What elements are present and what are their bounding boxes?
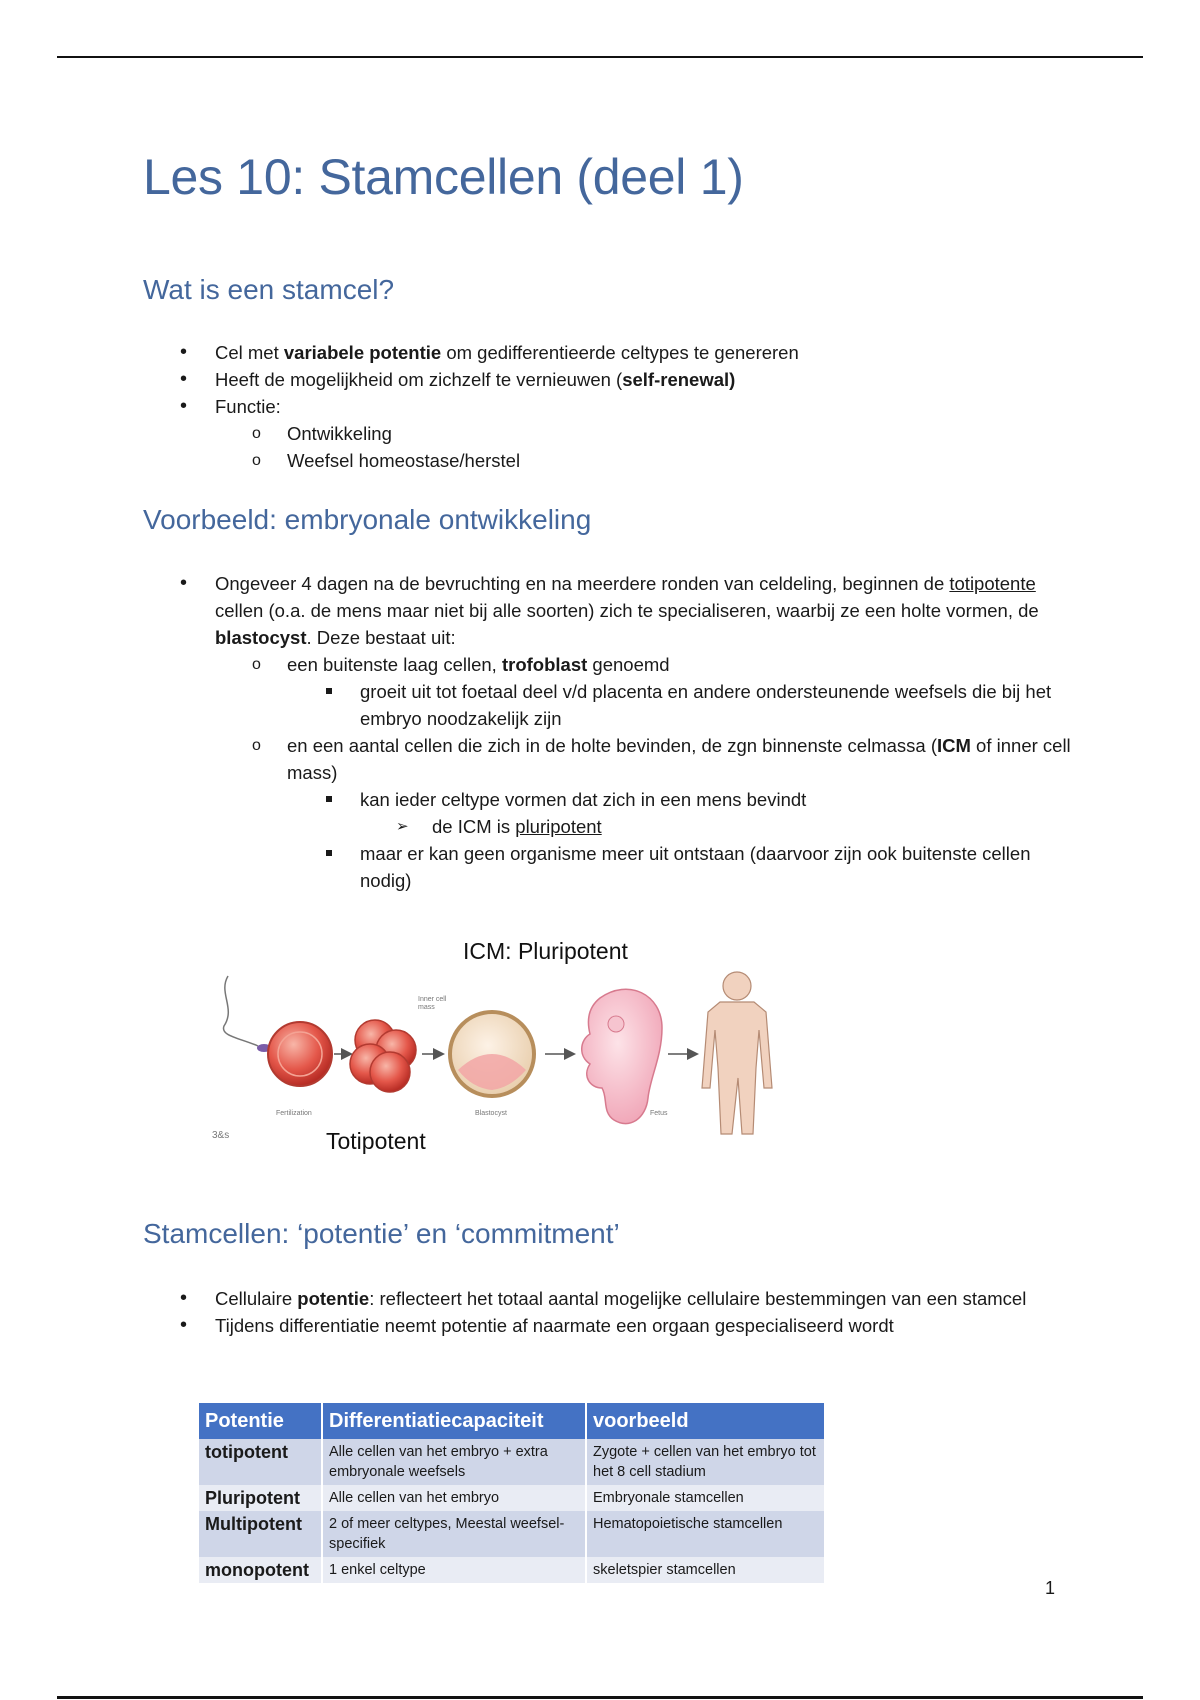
potentie-list <box>180 1285 1080 1339</box>
table-cell: 1 enkel celtype <box>322 1557 586 1583</box>
morula-icon <box>350 1020 416 1092</box>
human-figure-icon <box>702 972 772 1134</box>
table-cell: Multipotent <box>199 1511 322 1557</box>
sub-sub-list-item: groeit uit tot foetaal deel v/d placenta en andere ondersteunende weefsels die bij het embryo noodzakelijk zijn <box>180 678 1080 732</box>
table-cell: Embryonale stamcellen <box>586 1485 825 1511</box>
top-rule <box>57 56 1143 58</box>
list-item: • Cel met variabele potentie om gedifferentieerde celtypes te genereren <box>180 339 1080 366</box>
list-item: • Tijdens differentiatie neemt potentie af naarmate een orgaan gespecialiseerd wordt <box>180 1312 1080 1339</box>
figure-caption-fetus: Fetus <box>650 1110 668 1117</box>
section-heading-embryo: Voorbeeld: embryonale ontwikkeling <box>143 504 592 535</box>
table-cell: skeletspier stamcellen <box>586 1557 825 1583</box>
list-item: • Functie: <box>180 393 1080 420</box>
sperm-icon <box>223 976 258 1046</box>
section-heading-potentie: Stamcellen: ‘potentie’ en ‘commitment’ <box>143 1218 620 1249</box>
table-row <box>199 1485 825 1511</box>
embryo-list <box>180 570 1080 894</box>
figure-caption-fertilization: Fertilization <box>276 1110 312 1117</box>
arrow-list-item: ➢ de ICM is pluripotent <box>180 813 1080 840</box>
fetus-icon <box>582 989 662 1123</box>
table-cell: Pluripotent <box>199 1485 322 1511</box>
table-cell: Alle cellen van het embryo + extra embryonale weefsels <box>322 1439 586 1485</box>
list-item: • Cellulaire potentie: reflecteert het totaal aantal mogelijke cellulaire bestemmingen van een stamcel <box>180 1285 1080 1312</box>
page-number: 1 <box>1045 1578 1056 1598</box>
sub-list-item: o en een aantal cellen die zich in de holte bevinden, de zgn binnenste celmassa (ICM of inner cell mass) <box>180 732 1080 786</box>
section-heading-stamcel: Wat is een stamcel? <box>143 274 395 305</box>
development-illustration <box>210 938 790 1158</box>
table-cell: Alle cellen van het embryo <box>322 1485 586 1511</box>
sub-sub-list-item: kan ieder celtype vormen dat zich in een mens bevindt <box>180 786 1080 813</box>
table-header-cell: Potentie <box>199 1403 322 1439</box>
table-cell: 2 of meer celtypes, Meestal weefsel-specifiek <box>322 1511 586 1557</box>
table-cell: Zygote + cellen van het embryo tot het 8 cell stadium <box>586 1439 825 1485</box>
potentie-table <box>199 1403 826 1583</box>
table-header-cell: voorbeeld <box>586 1403 825 1439</box>
sub-sub-list-item: maar er kan geen organisme meer uit ontstaan (daarvoor zijn ook buitenste cellen nodig) <box>180 840 1080 894</box>
stamcel-list <box>180 339 1080 474</box>
blastocyst-icon <box>450 1012 534 1096</box>
page-title: Les 10: Stamcellen (deel 1) <box>143 149 744 205</box>
list-item: • Heeft de mogelijkheid om zichzelf te vernieuwen (self-renewal) <box>180 366 1080 393</box>
embryo-development-figure <box>210 938 790 1158</box>
sub-list-item: o Weefsel homeostase/herstel <box>180 447 1080 474</box>
table-row <box>199 1439 825 1485</box>
table-cell: monopotent <box>199 1557 322 1583</box>
table-row <box>199 1511 825 1557</box>
bottom-rule <box>57 1696 1143 1699</box>
sub-list-item: o een buitenste laag cellen, trofoblast genoemd <box>180 651 1080 678</box>
table-header-row <box>199 1403 825 1439</box>
figure-label-icm: ICM: Pluripotent <box>463 938 628 964</box>
figure-corner-mark: 3&s <box>212 1130 230 1141</box>
figure-caption-blastocyst: Blastocyst <box>475 1110 507 1117</box>
table-header-cell: Differentiatiecapaciteit <box>322 1403 586 1439</box>
sub-list-item: o Ontwikkeling <box>180 420 1080 447</box>
table-cell: totipotent <box>199 1439 322 1485</box>
table-cell: Hematopoietische stamcellen <box>586 1511 825 1557</box>
list-item: • Ongeveer 4 dagen na de bevruchting en na meerdere ronden van celdeling, beginnen de totipotente cellen (o.a. de mens maar niet bij alle soorten) zich te specialiseren, waarbij ze een holte vormen, de blastocyst. Deze bestaat uit: <box>180 570 1080 651</box>
figure-caption-icm: Inner cell mass <box>418 996 447 1011</box>
table-row <box>199 1557 825 1583</box>
figure-label-totipotent: Totipotent <box>326 1128 426 1154</box>
